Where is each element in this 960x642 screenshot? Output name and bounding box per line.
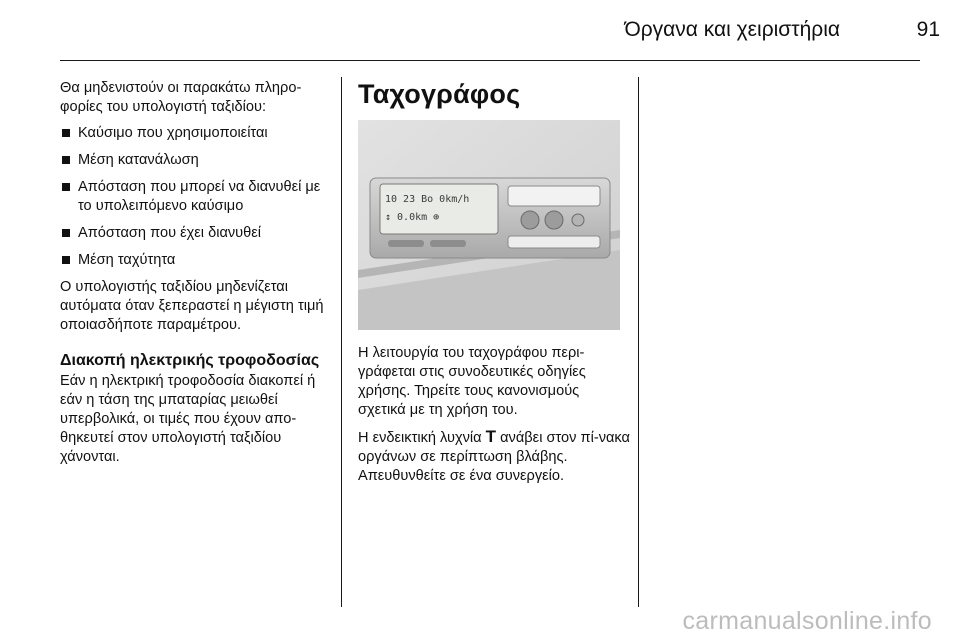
header-rule (60, 60, 920, 61)
reset-text: Ο υπολογιστής ταξιδίου μηδενίζεται αυτόματα όταν ξεπεραστεί η μέγιστη τιμή οποιασδήποτε παραμέτρου. (60, 279, 324, 333)
tachograph-para-2 (358, 427, 630, 486)
control-knob-3 (572, 214, 584, 226)
reset-items-list (60, 124, 330, 270)
tachograph-figure (358, 120, 620, 330)
list-item: Μέση κατανάλωση (60, 151, 330, 170)
card-slot-1 (508, 186, 600, 206)
tachograph-display (380, 184, 498, 234)
display-line-1: 10 23 Bo 0km/h (385, 194, 470, 205)
column-middle (358, 78, 630, 493)
card-slot-2 (508, 236, 600, 248)
watermark: carmanualsonline.info (682, 607, 932, 635)
power-text: Εάν η ηλεκτρική τροφοδοσία διακοπεί ή εάν η τάση της μπαταρίας μειωθεί υπερβολικά, οι τιμές που έχουν απο-θηκευτεί στον υπολογιστή ταξιδίου χάνονται. (60, 373, 316, 465)
tachograph-para-1: Η λειτουργία του ταχογράφου περι-γράφεται στις συνοδευτικές οδηγίες χρήσης. Τηρείτε τους κανονισμούς σχετικά με τη χρήση του. (358, 345, 586, 418)
page-number: 91 (916, 18, 940, 41)
column-divider-1 (341, 77, 342, 607)
para-2-start: Η ενδεικτική λυχνία (358, 430, 486, 446)
column-divider-2 (638, 77, 639, 607)
tachograph-lamp-icon: T (485, 427, 497, 446)
header-title: Όργανα και χειριστήρια (624, 18, 840, 41)
list-item: Μέση ταχύτητα (60, 251, 330, 270)
list-item: Απόσταση που έχει διανυθεί (60, 224, 330, 243)
control-knob-2 (545, 211, 563, 229)
display-line-2: ↕ 0.0km ⊕ (385, 212, 440, 223)
para-2-end: ανάβει στον πί-νακα οργάνων σε περίπτωση βλάβης. Απευθυνθείτε σε ένα συνεργείο. (358, 430, 630, 484)
control-knob-1 (521, 211, 539, 229)
section-title: Ταχογράφος (358, 79, 521, 109)
intro-text: Θα μηδενιστούν οι παρακάτω πληρο-φορίες του υπολογιστή ταξιδίου: (60, 80, 302, 115)
list-item: Απόσταση που μπορεί να διανυθεί με το υπολειπόμενο καύσιμο (60, 178, 330, 216)
list-item: Καύσιμο που χρησιμοποιείται (60, 124, 330, 143)
button-2 (430, 240, 466, 247)
power-subheading: Διακοπή ηλεκτρικής τροφοδοσίας (60, 352, 320, 369)
button-1 (388, 240, 424, 247)
column-left (60, 79, 330, 474)
